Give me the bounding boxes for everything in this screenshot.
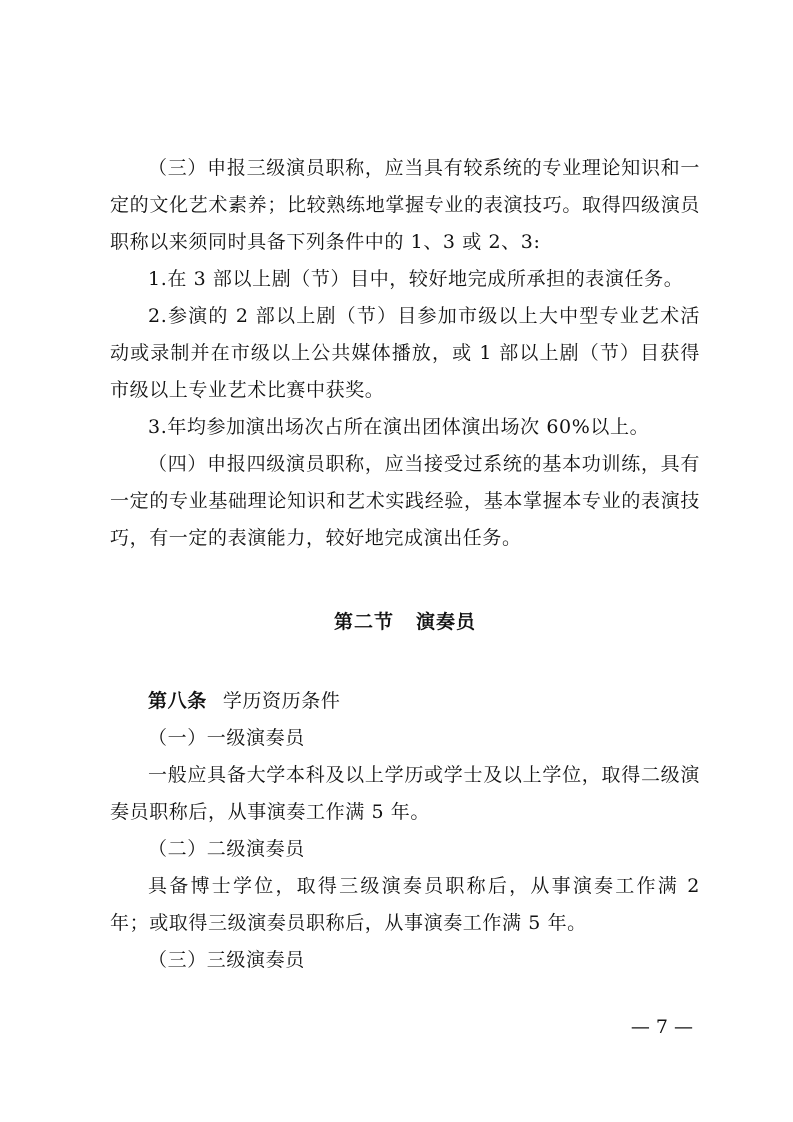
item-level2-heading: （二）二级演奏员 xyxy=(148,838,305,860)
article-number: 第八条 xyxy=(148,690,207,712)
paragraph-level4-actor: （四）申报四级演员职称，应当接受过系统的基本功训练，具有一定的专业基础理论知识和艺术实践经验，基本掌握本专业的表演技巧，有一定的表演能力，较好地完成演出任务。 xyxy=(110,453,700,549)
paragraph-condition-2: 2.参演的 2 部以上剧（节）目参加市级以上大中型专业艺术活动或录制并在市级以上公共媒体播放，或 1 部以上剧（节）目获得市级以上专业艺术比赛中获奖。 xyxy=(110,305,700,401)
section-heading xyxy=(110,604,700,641)
item-level1-heading: （一）一级演奏员 xyxy=(148,727,305,749)
page-number: — 7 — xyxy=(630,1016,693,1038)
paragraph-level3-actor: （三）申报三级演员职称，应当具有较系统的专业理论知识和一定的文化艺术素养；比较熟练地掌握专业的表演技巧。取得四级演员职称以来须同时具备下列条件中的 1、3 或 2、3: xyxy=(110,157,700,253)
paragraph-condition-1: 1.在 3 部以上剧（节）目中，较好地完成所承担的表演任务。 xyxy=(148,268,684,290)
paragraph-condition-3: 3.年均参加演出场次占所在演出团体演出场次 60%以上。 xyxy=(148,416,650,438)
section-title: 演奏员 xyxy=(416,611,477,633)
article-title: 学历资历条件 xyxy=(222,690,341,712)
article-heading xyxy=(148,683,340,720)
item-level1-text: 一般应具备大学本科及以上学历或学士及以上学位，取得二级演奏员职称后，从事演奏工作满 5 年。 xyxy=(110,764,700,823)
item-level3-heading: （三）三级演奏员 xyxy=(148,949,305,971)
item-level2-text: 具备博士学位，取得三级演奏员职称后，从事演奏工作满 2 年；或取得三级演奏员职称后，从事演奏工作满 5 年。 xyxy=(110,875,700,934)
section-number: 第二节 xyxy=(333,611,394,633)
